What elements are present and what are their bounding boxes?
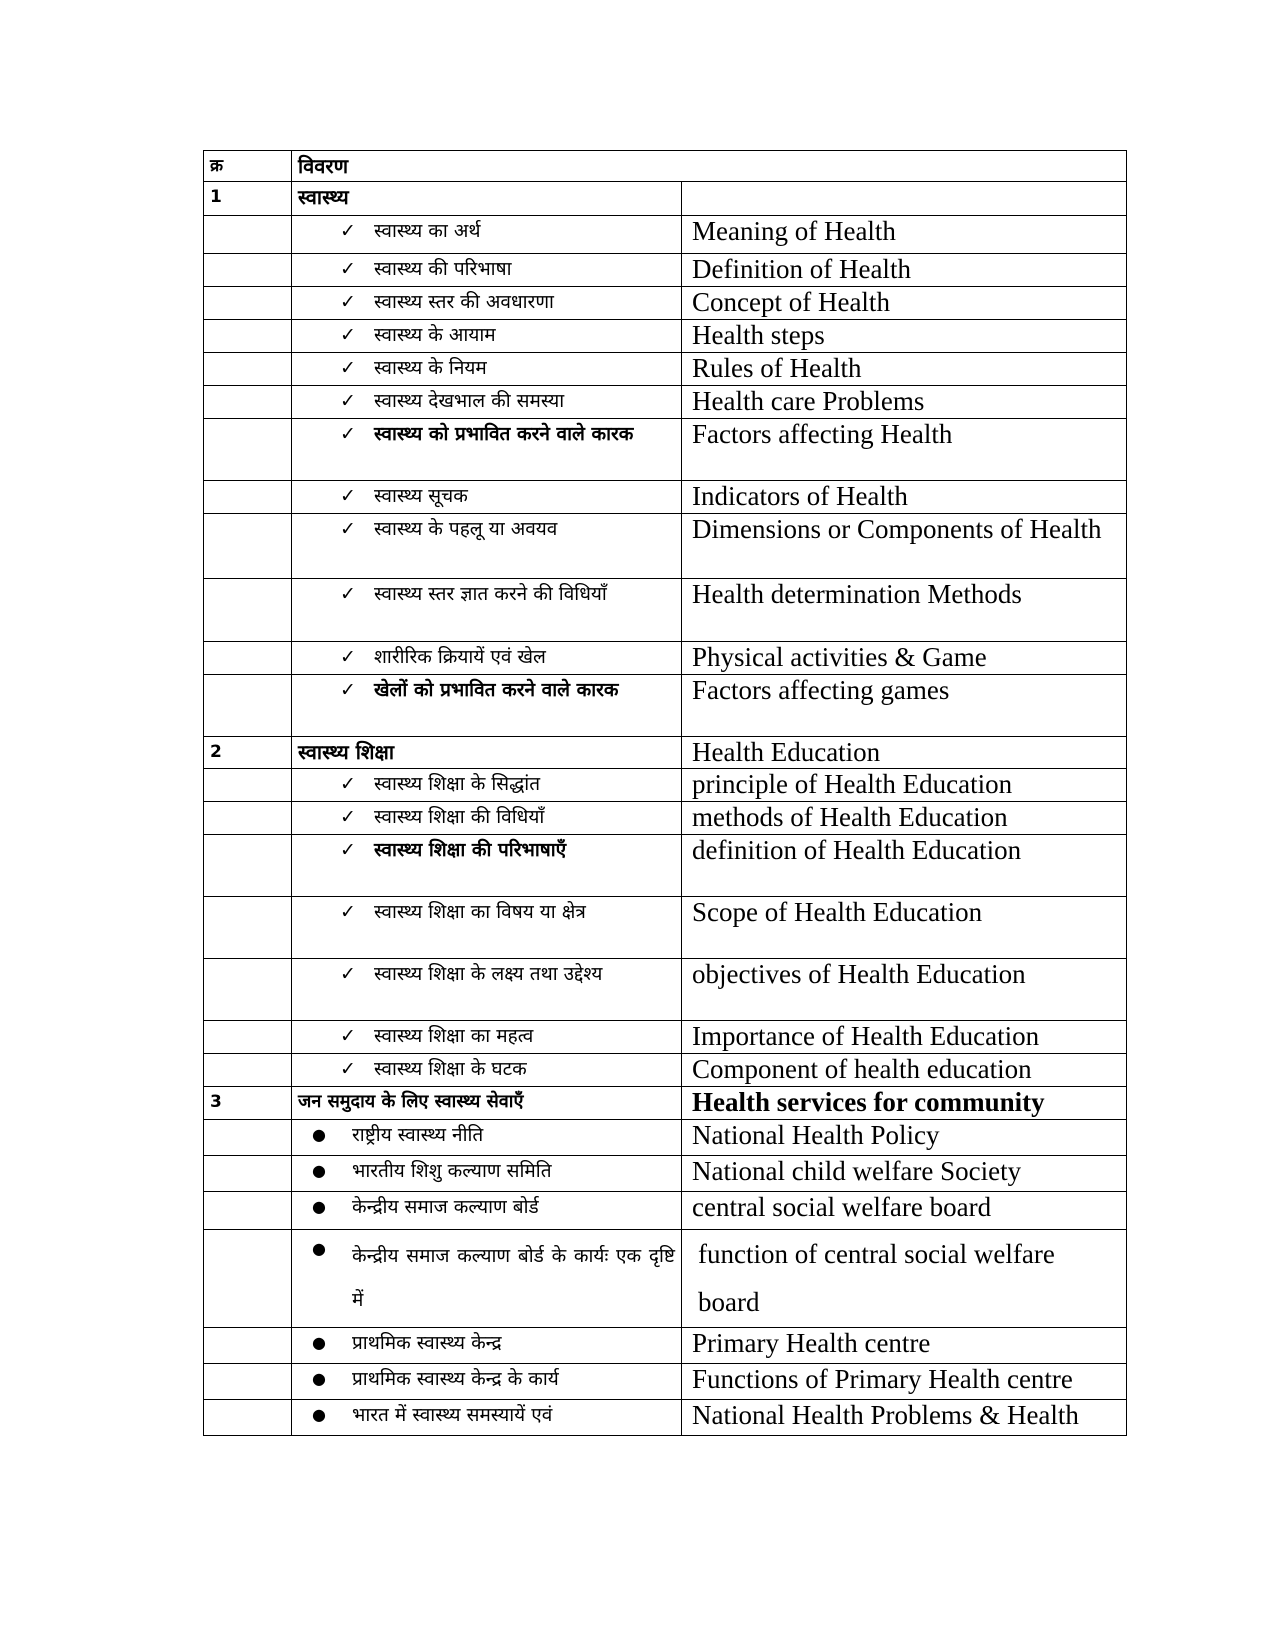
hindi-cell [292,1120,682,1156]
table-row [204,1021,1127,1054]
section-row [204,737,1127,769]
bullet-icon: ● [312,1369,326,1388]
serial-cell [204,1120,292,1156]
item-english: central social welfare board [682,1192,1127,1230]
hindi-cell [292,1192,682,1230]
hindi-cell [292,1328,682,1364]
bullet-icon: ● [312,1405,326,1424]
serial-cell [204,897,292,959]
check-icon: ✓ [340,963,356,985]
serial-cell [204,769,292,802]
item-english: Functions of Primary Health centre [682,1364,1127,1400]
check-icon: ✓ [340,291,356,313]
item-english: Importance of Health Education [682,1021,1127,1054]
item-english: methods of Health Education [682,802,1127,835]
serial-cell [204,254,292,287]
item-hindi: स्वास्थ्य स्तर ज्ञात करने की विधियाँ [374,583,607,605]
item-hindi: स्वास्थ्य के पहलू या अवयव [374,518,558,540]
serial-cell [204,481,292,514]
hindi-cell [292,481,682,514]
section-row [204,1087,1127,1120]
hindi-cell [292,897,682,959]
hindi-cell [292,959,682,1021]
section-title-hindi: जन समुदाय के लिए स्वास्थ्य सेवाएँ [292,1087,682,1120]
hindi-cell [292,1230,682,1328]
item-english: function of central social welfare board [682,1230,1127,1328]
check-icon: ✓ [340,583,356,605]
item-hindi: केन्द्रीय समाज कल्याण बोर्ड के कार्यः एक दृष्टि में [352,1245,675,1311]
hindi-cell [292,386,682,419]
item-hindi: स्वास्थ्य को प्रभावित करने वाले कारक [374,423,634,445]
item-english: Factors affecting Health [682,419,1127,481]
hindi-cell [292,802,682,835]
table-row [204,1400,1127,1436]
item-hindi: स्वास्थ्य का अर्थ [374,220,481,242]
table-row [204,216,1127,254]
section-title-hindi: स्वास्थ्य [292,182,682,216]
item-english: definition of Health Education [682,835,1127,897]
serial-cell [204,642,292,675]
item-hindi: केन्द्रीय समाज कल्याण बोर्ड [352,1196,539,1218]
check-icon: ✓ [340,839,356,861]
item-hindi: राष्ट्रीय स्वास्थ्य नीति [352,1124,484,1146]
serial-cell [204,386,292,419]
table-row [204,1328,1127,1364]
serial-cell [204,1400,292,1436]
item-english: Rules of Health [682,353,1127,386]
check-icon: ✓ [340,1058,356,1080]
section-number: 2 [204,737,292,769]
check-icon: ✓ [340,773,356,795]
table-row [204,386,1127,419]
bullet-icon: ● [312,1197,326,1216]
item-english: Indicators of Health [682,481,1127,514]
item-hindi: भारत में स्वास्थ्य समस्यायें एवं [352,1404,553,1426]
item-hindi: स्वास्थ्य शिक्षा की परिभाषाएँ [374,839,567,861]
table-row [204,769,1127,802]
table-row [204,835,1127,897]
section-title-english: Health services for community [682,1087,1127,1120]
item-hindi: स्वास्थ्य शिक्षा के घटक [374,1058,527,1080]
table-row [204,514,1127,579]
table-row [204,802,1127,835]
table-row [204,419,1127,481]
serial-cell [204,1156,292,1192]
item-english: principle of Health Education [682,769,1127,802]
item-english: Health determination Methods [682,579,1127,642]
item-english: Health steps [682,320,1127,353]
item-hindi: स्वास्थ्य शिक्षा की विधियाँ [374,806,545,828]
item-hindi: प्राथमिक स्वास्थ्य केन्द्र के कार्य [352,1368,559,1390]
serial-cell [204,1021,292,1054]
item-hindi: खेलों को प्रभावित करने वाले कारक [374,679,619,701]
section-number: 3 [204,1087,292,1120]
hindi-cell [292,1364,682,1400]
hindi-cell [292,1400,682,1436]
hindi-cell [292,579,682,642]
item-hindi: स्वास्थ्य सूचक [374,485,468,507]
table-row [204,287,1127,320]
header-row [204,151,1127,182]
serial-cell [204,419,292,481]
table-row [204,642,1127,675]
hindi-cell [292,419,682,481]
item-hindi: स्वास्थ्य स्तर की अवधारणा [374,291,554,313]
item-english: Physical activities & Game [682,642,1127,675]
item-hindi: स्वास्थ्य देखभाल की समस्या [374,390,565,412]
hindi-cell [292,769,682,802]
table-row [204,254,1127,287]
table-row [204,579,1127,642]
serial-cell [204,959,292,1021]
serial-cell [204,1364,292,1400]
section-title-english [682,182,1127,216]
item-english: National child welfare Society [682,1156,1127,1192]
hindi-cell [292,216,682,254]
item-hindi: स्वास्थ्य शिक्षा का विषय या क्षेत्र [374,901,586,923]
header-serial: क्र [204,151,292,182]
item-hindi: प्राथमिक स्वास्थ्य केन्द्र [352,1332,502,1354]
table-row [204,320,1127,353]
hindi-cell [292,642,682,675]
item-hindi: स्वास्थ्य की परिभाषा [374,258,512,280]
section-title-hindi: स्वास्थ्य शिक्षा [292,737,682,769]
item-english: Concept of Health [682,287,1127,320]
table-row [204,1120,1127,1156]
hindi-cell [292,514,682,579]
serial-cell [204,287,292,320]
serial-cell [204,1230,292,1328]
check-icon: ✓ [340,1025,356,1047]
item-hindi: स्वास्थ्य के आयाम [374,324,496,346]
item-english: Health care Problems [682,386,1127,419]
serial-cell [204,835,292,897]
check-icon: ✓ [340,518,356,540]
syllabus-document [203,150,1126,1436]
item-hindi: शारीरिक क्रियायें एवं खेल [374,646,546,668]
item-english: Component of health education [682,1054,1127,1087]
item-english: Dimensions or Components of Health [682,514,1127,579]
table-row [204,1054,1127,1087]
check-icon: ✓ [340,423,356,445]
table-row [204,481,1127,514]
section-row [204,182,1127,216]
check-icon: ✓ [340,646,356,668]
bullet-icon: ● [312,1333,326,1352]
serial-cell [204,579,292,642]
table-row [204,1192,1127,1230]
hindi-cell [292,1054,682,1087]
check-icon: ✓ [340,357,356,379]
table-row [204,897,1127,959]
check-icon: ✓ [340,324,356,346]
serial-cell [204,1328,292,1364]
item-english: Definition of Health [682,254,1127,287]
check-icon: ✓ [340,679,356,701]
serial-cell [204,802,292,835]
item-english: National Health Policy [682,1120,1127,1156]
item-english: Factors affecting games [682,675,1127,737]
table-row [204,959,1127,1021]
item-hindi: भारतीय शिशु कल्याण समिति [352,1160,552,1182]
check-icon: ✓ [340,901,356,923]
check-icon: ✓ [340,258,356,280]
hindi-cell [292,320,682,353]
hindi-cell [292,287,682,320]
section-title-english: Health Education [682,737,1127,769]
table-row [204,675,1127,737]
serial-cell [204,353,292,386]
hindi-cell [292,254,682,287]
check-icon: ✓ [340,220,356,242]
item-english: Primary Health centre [682,1328,1127,1364]
item-english: National Health Problems & Health [682,1400,1127,1436]
bullet-icon: ● [312,1161,326,1180]
serial-cell [204,216,292,254]
item-hindi: स्वास्थ्य शिक्षा के लक्ष्य तथा उद्देश्य [374,963,603,985]
table-row [204,1364,1127,1400]
hindi-cell [292,1021,682,1054]
header-description: विवरण [292,151,1127,182]
bullet-icon: ● [312,1239,326,1258]
check-icon: ✓ [340,390,356,412]
hindi-cell [292,1156,682,1192]
table-row [204,1156,1127,1192]
check-icon: ✓ [340,485,356,507]
section-number: 1 [204,182,292,216]
hindi-cell [292,675,682,737]
hindi-cell [292,835,682,897]
syllabus-table [203,150,1127,1436]
item-english: Meaning of Health [682,216,1127,254]
item-english: objectives of Health Education [682,959,1127,1021]
item-hindi: स्वास्थ्य के नियम [374,357,487,379]
check-icon: ✓ [340,806,356,828]
item-hindi: स्वास्थ्य शिक्षा के सिद्धांत [374,773,541,795]
serial-cell [204,320,292,353]
bullet-icon: ● [312,1125,326,1144]
serial-cell [204,675,292,737]
item-english: Scope of Health Education [682,897,1127,959]
table-row [204,1230,1127,1328]
serial-cell [204,514,292,579]
table-row [204,353,1127,386]
serial-cell [204,1192,292,1230]
hindi-cell [292,353,682,386]
serial-cell [204,1054,292,1087]
item-hindi: स्वास्थ्य शिक्षा का महत्व [374,1025,534,1047]
